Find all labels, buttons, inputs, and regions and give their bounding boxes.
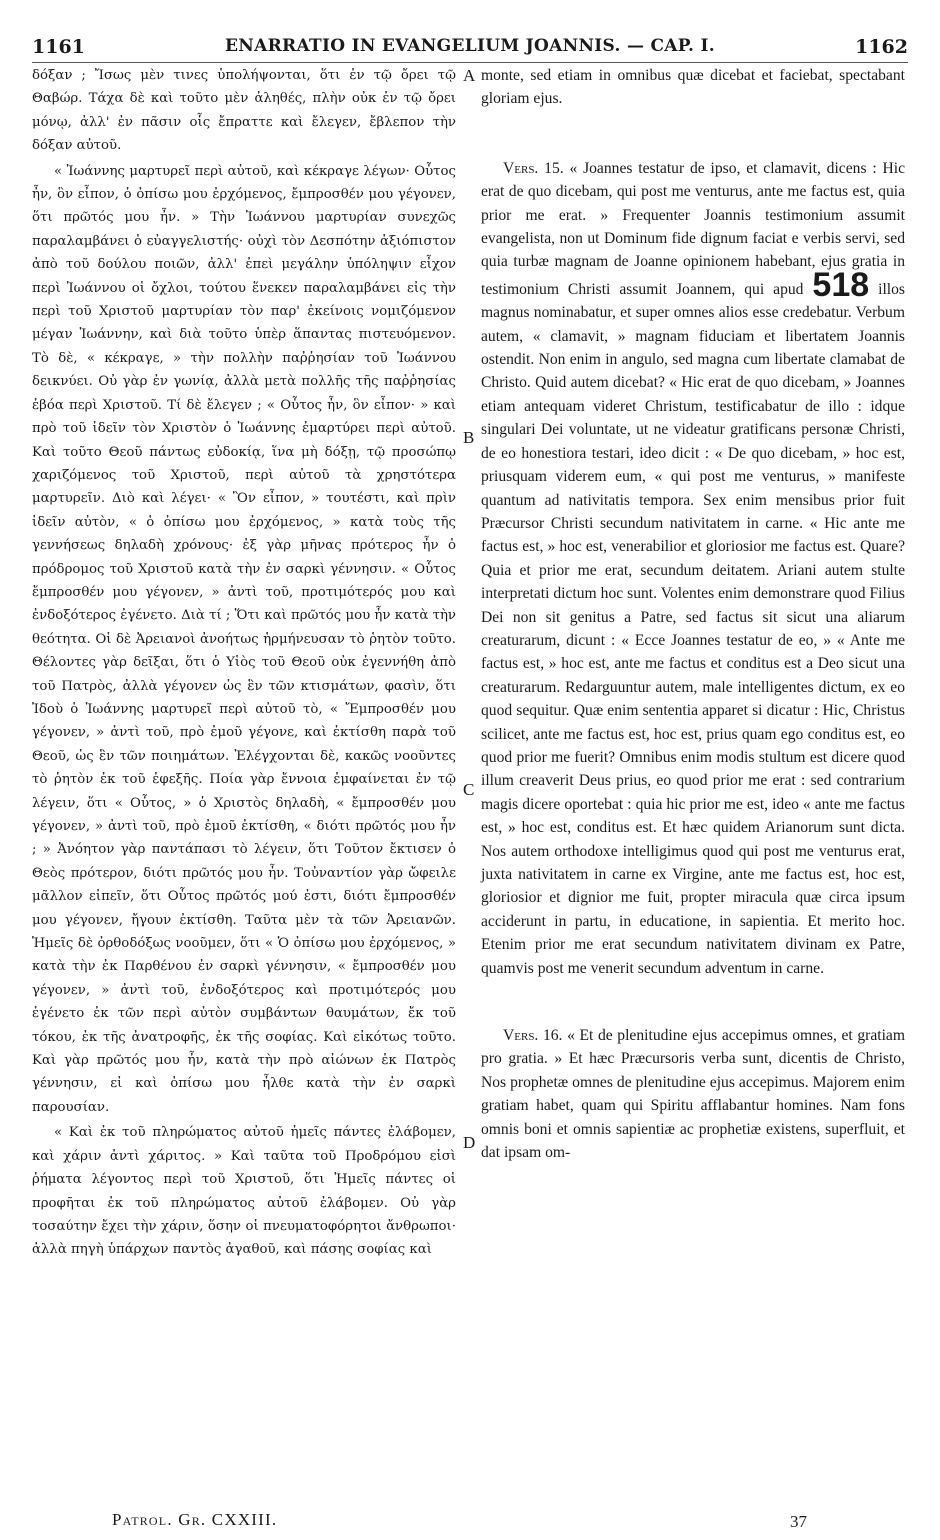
- verse-15-text-b: illos magnus nominabatur, et super omnes alios esse credebatur. Verbum autem, « clamavit, » magnam fiduciam et libertatem Joannis ostendit. Non enim in angulo, sed magna cum libertate clamabat de Christo. Quid autem dicebat? « Hic erat de quo dicebam, » Joannes etiam antequam videret Christum, testificabatur de illo : idque singulari Dei voluntate, ut ne videatur gratificans personæ Christi, de eo honestiora testari, ideo dicit : « De quo dicebam, » hoc est, priusquam viderem eum, « qui post me venturus, » manifeste quantum ad nativitatis tempora. Sex enim mensibus prior fuit Præcursor Christi secundum nativitatem in carne. « Hic ante me factus est, » hoc est, venerabilior et gloriosior me factus est. Quare? Quia et prior me erat, secundum deitatem. Ariani autem stulte interpretati dictum hoc sunt. Volentes enim demonstrare quod Filius Dei non sit genitus a Patre, sed factus sit sicut una aliarum creaturarum, dicunt : « Ecce Joannes testatur de eo, » « Ante me factus est, » hoc est, ante me factus et conditus est a Deo sicut una creaturarum. Redarguuntur autem, male intelligentes dictum, ex eo quod sequitur. Quæ enim sententia apparet si dicatur : Hic, Christus scilicet, ante me factus est, hoc est, prius quam ego conditus est, eo quod prior me fuerit? Omnibus enim modis stultum est dicere quod illum creaverit Deus prius, eo quod prior me erat : sed contrarium magis dicere oportebat : quia hic prior me est, ideo « ante me factus est, » hoc est, conditus est. Et hæc quidem Arianorum sunt dicta. Nos autem orthodoxe intelligimus quod qui post me venturus erat, juxta nativitatem in carne ex Virgine, ante me factus est, hoc est, gloriosior et dignior me fuit, propter miracula quæ circa ipsum acciderunt in partu, in educatione, in sapientia. Et merito hoc. Etenim prior me erat secundum nativitatem divinam ex Patre, quamvis post me venerit secundum adventum in carne.: [481, 280, 905, 977]
- greek-column: [32, 64, 456, 1262]
- greek-paragraph-2: « Ἰωάννης μαρτυρεῖ περὶ αὐτοῦ, καὶ κέκραγε λέγων· Οὗτος ἦν, ὃν εἶπον, ὁ ὀπίσω μου ἐρχόμενος, ἔμπροσθέν μου γέγονεν, ὅτι πρῶτός μου ἦν. » Τὴν Ἰωάννου μαρτυρίαν συνεχῶς παραλαμβάνει ὁ εὐαγγελιστής· οὐχὶ τὸν Δεσπότην ἀξιόπιστον ἀπὸ τοῦ δούλου ποιῶν, ἀλλ' ἐπεὶ μεγάλην ὑπόληψιν εἶχον περὶ Ἰωάννου οἱ ὄχλοι, τούτου ἕνεκεν παραλαμβάνει εἰς τὴν περὶ τοῦ Χριστοῦ μαρτυρίαν τὸν παρ' ἐκείνοις νομιζόμενον μέγαν Ἰωάννην, καὶ διὰ τοῦτο ὑπὲρ ἅπαντας πιστευόμενον. Τὸ δὲ, « κέκραγε, » τὴν πολλὴν παῤῥησίαν τοῦ Ἰωάννου δεικνύει. Οὐ γὰρ ἐν γωνίᾳ, ἀλλὰ μετὰ πολλῆς τῆς παῤῥησίας ἐβόα περὶ Χριστοῦ. Τί δὲ ἔλεγεν ; « Οὗτος ἦν, ὃν εἶπον· » καὶ πρὸ τοῦ ἰδεῖν τὸν Χριστὸν ὁ Ἰωάννης ἐμαρτύρει περὶ αὐτοῦ. Καὶ τοῦτο Θεοῦ πάντως εὐδοκίᾳ, ἵνα μὴ δόξῃ, τῷ προσώπῳ χαριζόμενος τοῦ Χριστοῦ, περὶ αὐτοῦ τὰ χρηστότερα μαρτυρεῖν. Διὸ καὶ λέγει· « Ὃν εἶπον, » τουτέστι, καὶ πρὶν ἰδεῖν αὐτὸν, « ὁ ὀπίσω μου ἐρχόμενος, » κατὰ τοὺς τῆς γεννήσεως δηλαδὴ χρόνους· ἐξ γὰρ μῆνας πρότερος ἦν ὁ πρόδρομος τοῦ Χριστοῦ κατὰ τὴν ἐν σαρκὶ γέννησιν. « Οὗτος ἔμπροσθέν μου γέγονεν, » ἀντὶ τοῦ, προτιμότερός μου καὶ ἐνδοξότερος ἐγένετο. Διὰ τί ; Ὅτι καὶ πρῶτός μου ἦν κατὰ τὴν θεότητα. Οἱ δὲ Ἀρειανοὶ ἀνοήτως ἡρμήνευσαν τὸ ῥητὸν τοῦτο. Θέλοντες γὰρ δεῖξαι, ὅτι ὁ Υἱὸς τοῦ Θεοῦ οὐκ ἐγεννήθη ἀπὸ τοῦ Πατρὸς, ἀλλὰ γέγονεν ὡς ἓν τῶν κτισμάτων, φασὶν, ὅτι Ἰδοὺ ὁ Ἰωάννης μαρτυρεῖ περὶ αὐτοῦ τὸ, « Ἔμπροσθέν μου γέγονεν, » ἀντὶ τοῦ, πρὸ ἐμοῦ γέγονε, καὶ ἐκτίσθη παρὰ τοῦ Θεοῦ, ὡς ἓν τῶν ποιημάτων. Ἐλέγχονται δὲ, κακῶς νοοῦντες τὸ ῥητὸν ἐκ τοῦ ἐφεξῆς. Ποία γὰρ ἔννοια ἐμφαίνεται ἐν τῷ λέγειν, ὅτι « Οὗτος, » ὁ Χριστὸς δηλαδὴ, « ἔμπροσθέν μου γέγονεν, » ἀντὶ τοῦ, πρὸ ἐμοῦ ἐκτίσθη, « διότι πρῶτός μου ἦν ; » Ἀνόητον γὰρ παντάπασι τὸ λέγειν, ὅτι Τοῦτον ἔκτισεν ὁ Θεὸς πρότερον, διότι πρῶτός μου ἦν. Τοὐναντίον γὰρ ὤφειλε μᾶλλον εἰπεῖν, ὅτι Οὗτος πρῶτός μού ἐστι, διότι ἔμπροσθέν μου γέγονεν, ἤγουν ἐκτίσθη. Ταῦτα μὲν τὰ τῶν Ἀρειανῶν. Ἡμεῖς δὲ ὀρθοδόξως νοοῦμεν, ὅτι « Ὁ ὀπίσω μου ἐρχόμενος, » κατὰ τὴν ἐκ Παρθένου ἐν σαρκὶ γέννησιν, « ἔμπροσθέν μου γέγονεν, » ἀντὶ τοῦ, ἐνδοξότερος καὶ προτιμότερός μου ἐγένετο ἐκ τῶν περὶ αὐτὸν συμβάντων θαυμάτων, ἔκ τοῦ τόκου, ἐκ τῆς ἀνατροφῆς, ἐκ τῆς σοφίας. Καὶ εἰκότως τοῦτο. Καὶ γὰρ πρῶτός μου ἦν, κατὰ τὴν πρὸ αἰώνων ἐκ Πατρὸς γέννησιν, εἰ καὶ ὀπίσω μου ἦλθε κατὰ τὴν ἐν σαρκὶ παρουσίαν.: [32, 163, 456, 1115]
- column-number-marker: 518: [812, 265, 870, 304]
- margin-letter-b: B: [463, 428, 475, 447]
- verse-16-text: « Et de plenitudine ejus accepimus omnes, et gratiam pro gratia. » Et hæc Præcursoris verba sunt, dicentis de Christo, Nos prophetæ omnes de plenitudine ejus accepimus. Majorem enim gratiam habet, quam qui Spiritu afflabantur homines. Nam fons omnis boni et omnis sapientiæ ac prophetiæ existens, superfluit, et dat ipsam om-: [481, 1027, 905, 1162]
- greek-paragraph-1: δόξαν ; Ἴσως μὲν τινες ὑπολήψονται, ὅτι ἐν τῷ ὄρει τῷ Θαβώρ. Τάχα δὲ καὶ τοῦτο μὲν ἀληθές, πλὴν οὐκ ἐν τῷ ὄρει μόνῳ, ἀλλ' ἐν πᾶσιν οἷς ἔπραττε καὶ ἔλεγεν, ἔβλεπον τὴν δόξαν αὐτοῦ.: [32, 68, 456, 154]
- latin-paragraph-1: monte, sed etiam in omnibus quæ dicebat et faciebat, spectabant gloriam ejus.: [481, 67, 905, 108]
- verse-15-text-a: « Joannes testatur de ipso, et clamavit, dicens : Hic erat de quo dicebam, qui post me venturus, ante me factus est, quia prior me erat. » Frequenter Joannis testimonium assumit evangelista, non ut Dominum fide dignum faciat e verbis servi, sed quia turbæ magnam de Joanne opinionem habebant, ejus gratia in testimonium Christi assumit Joannem, qui apud: [481, 159, 905, 298]
- page-number-right: 1162: [855, 36, 908, 58]
- margin-letter-a: A: [463, 66, 476, 85]
- running-title: ENARRATIO IN EVANGELIUM JOANNIS. — CAP. I.: [225, 36, 715, 56]
- verse-label-15: Vers. 15.: [503, 159, 564, 177]
- footer-sheet-number: 37: [790, 1512, 807, 1531]
- verse-label-16: Vers. 16.: [503, 1027, 563, 1045]
- page-number-left: 1161: [32, 36, 85, 58]
- footer-series-signature: Patrol. Gr. CXXIII.: [112, 1510, 278, 1529]
- latin-paragraph-verse-15: [481, 157, 905, 980]
- greek-paragraph-3: « Καὶ ἐκ τοῦ πληρώματος αὐτοῦ ἡμεῖς πάντες ἐλάβομεν, καὶ χάριν ἀντὶ χάριτος. » Καὶ ταῦτα τοῦ Προδρόμου εἰσὶ ῥήματα λέγοντος περὶ τοῦ Χριστοῦ, ὅτι Ἡμεῖς πάντες οἱ προφῆται ἐκ τοῦ πληρώματος αὐτοῦ ἐλάβομεν. Οὐ γὰρ τοσαύτην ἔχει τὴν χάριν, ὅσην οἱ πνευματοφόρητοι ἄνθρωποι· ἀλλὰ πηγὴ ὑπάρχων παντὸς ἀγαθοῦ, καὶ πάσης σοφίας καὶ: [32, 1125, 456, 1258]
- header-rule: [32, 62, 908, 63]
- margin-letter-d: D: [463, 1133, 476, 1152]
- latin-column: [481, 64, 905, 1164]
- latin-paragraph-verse-16: [481, 1024, 905, 1164]
- margin-letter-c: C: [463, 780, 475, 799]
